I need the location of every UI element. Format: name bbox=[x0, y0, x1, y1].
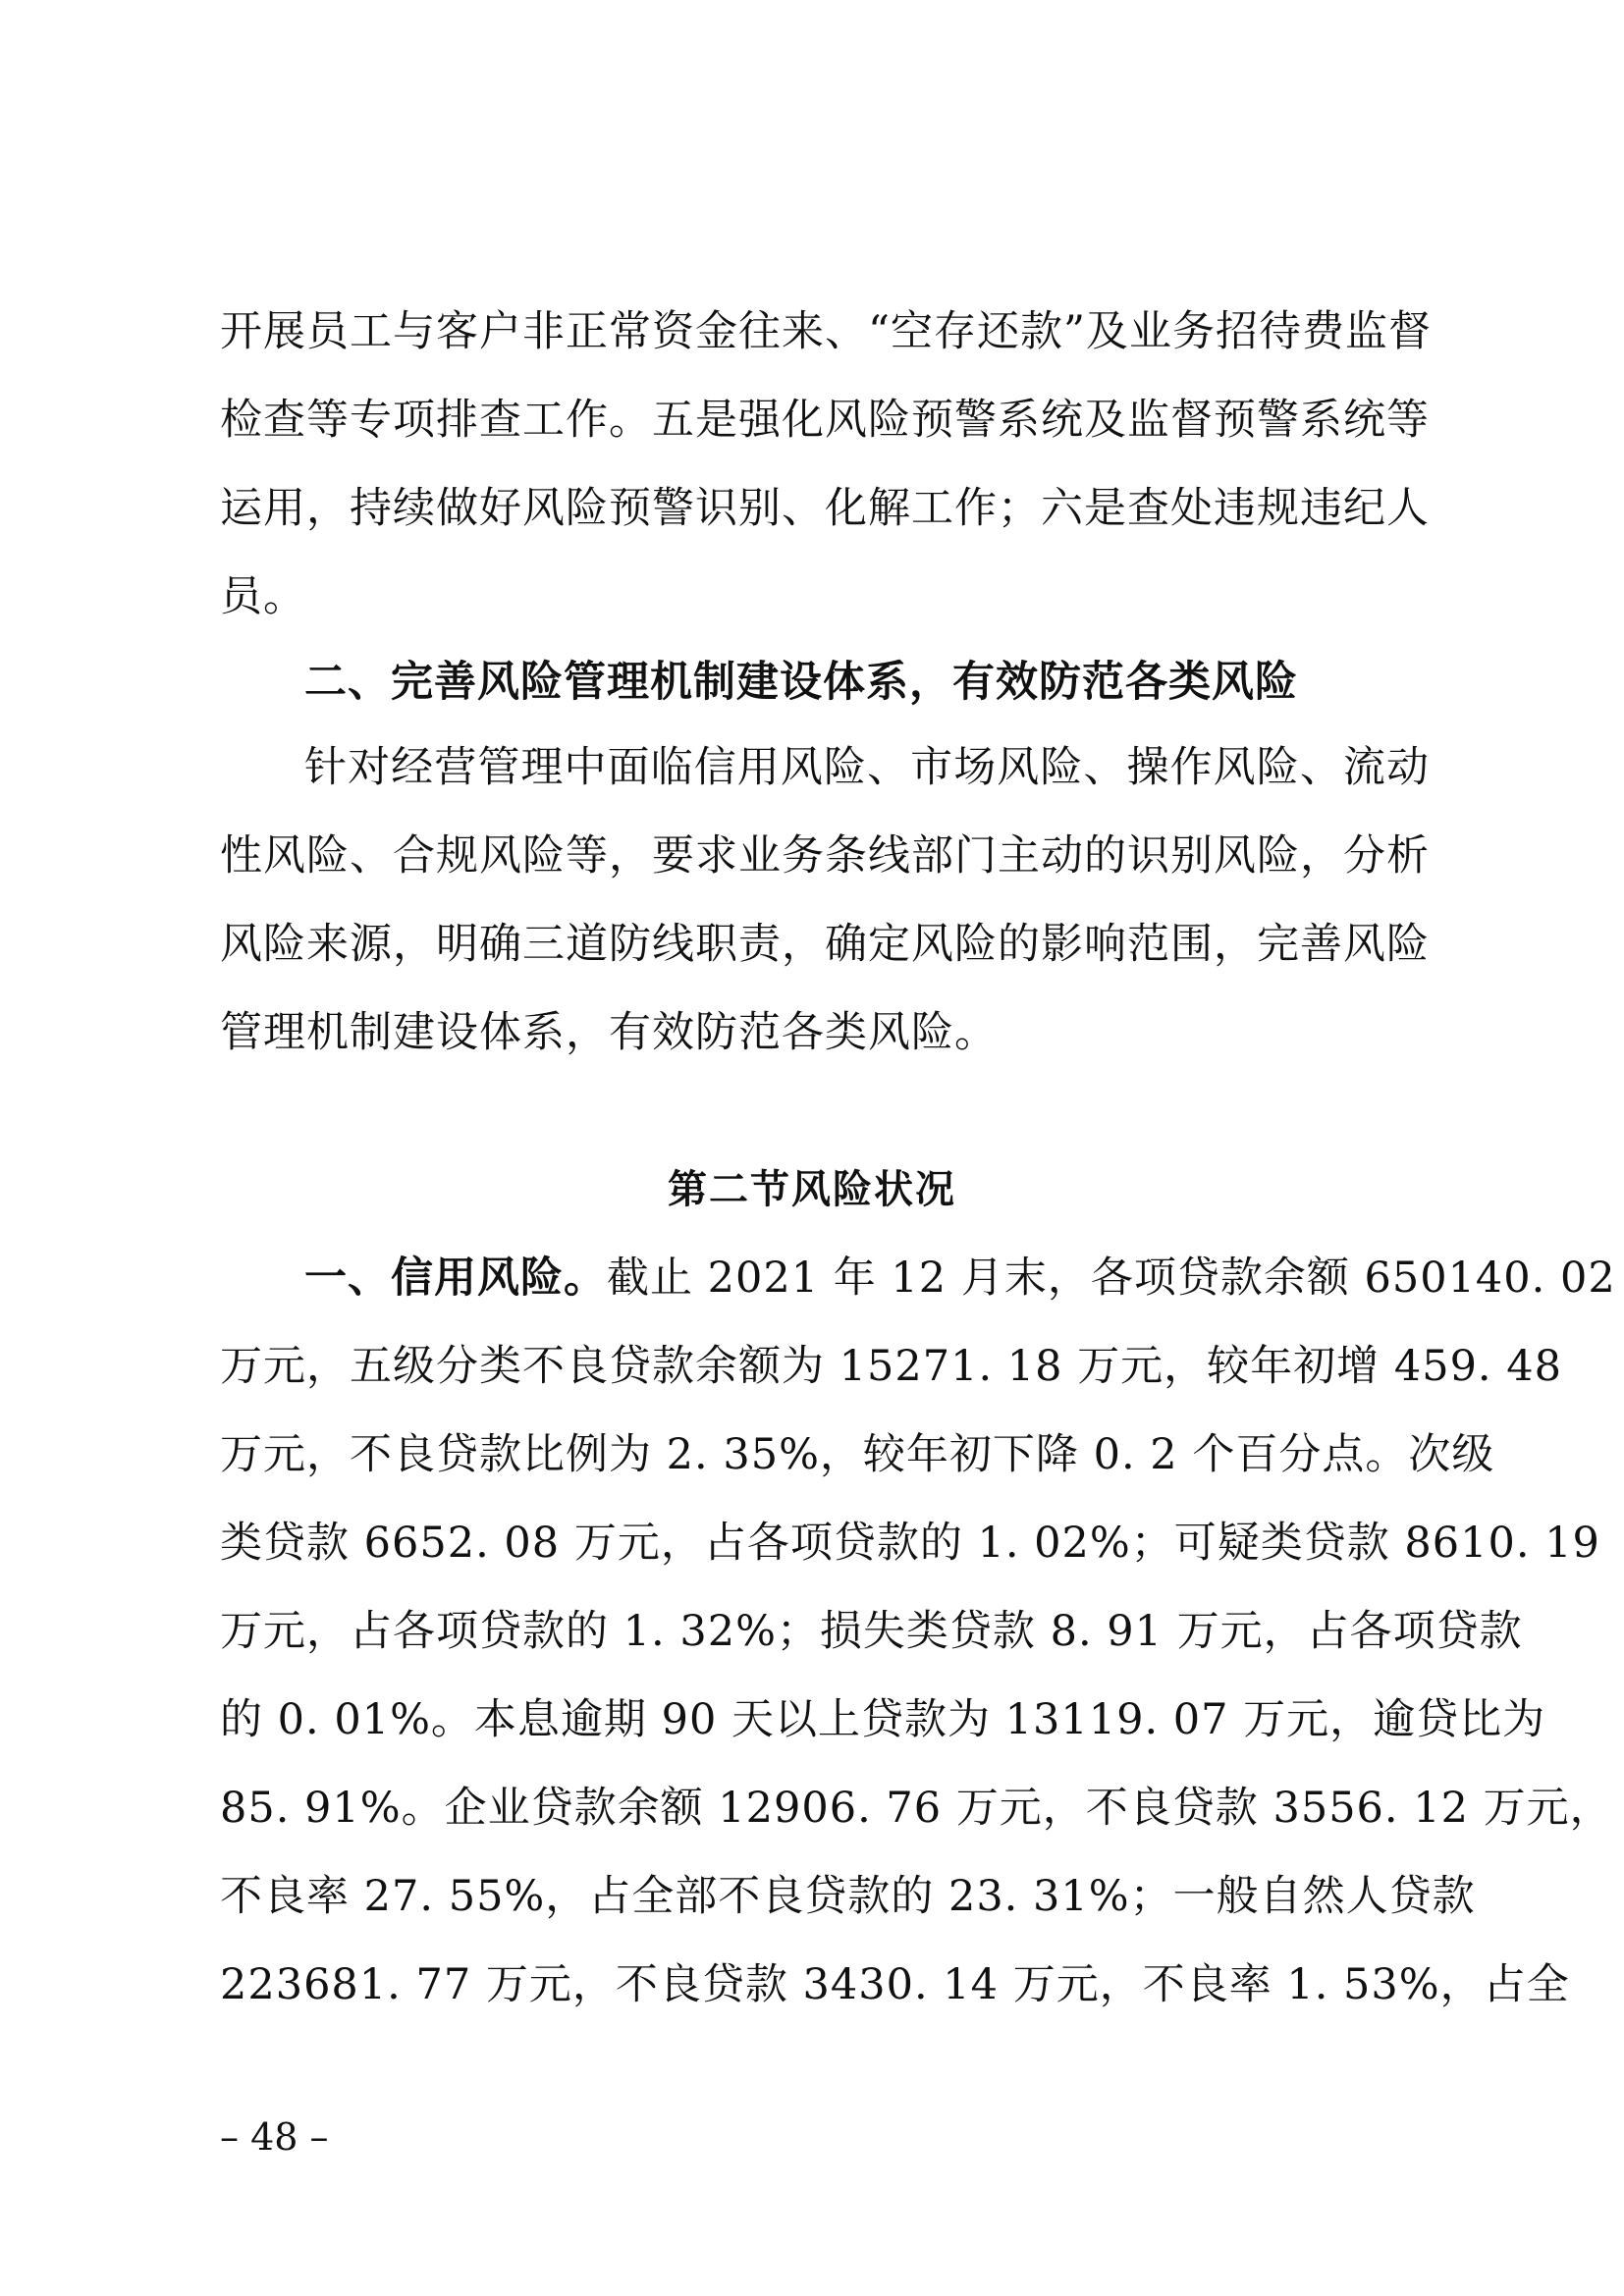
text-line: 85. 91%。企业贷款余额 12906. 76 万元，不良贷款 3556. 12 万元， bbox=[220, 1784, 1613, 1833]
text-line: 运用，持续做好风险预警识别、化解工作；六是查处违规违纪人 bbox=[220, 484, 1430, 533]
text-line: 万元，五级分类不良贷款余额为 15271. 18 万元，较年初增 459. 48 bbox=[220, 1342, 1562, 1391]
page-number: – 48 – bbox=[220, 2115, 329, 2159]
text-line: 223681. 77 万元，不良贷款 3430. 14 万元，不良率 1. 53%，占全 bbox=[220, 1960, 1570, 2009]
text-line: 不良率 27. 55%，占全部不良贷款的 23. 31%；一般自然人贷款 bbox=[220, 1872, 1476, 1921]
text-line: 风险来源，明确三道防线职责，确定风险的影响范围，完善风险 bbox=[220, 920, 1430, 969]
text-line-first bbox=[304, 1249, 1616, 1308]
text-line: 管理机制建设体系，有效防范各类风险。 bbox=[220, 1008, 998, 1057]
text-line: 的 0. 01%。本息逾期 90 天以上贷款为 13119. 07 万元，逾贷比为 bbox=[220, 1695, 1546, 1744]
subsection-heading: 二、完善风险管理机制建设体系，有效防范各类风险 bbox=[304, 658, 1298, 707]
text-line: 性风险、合规风险等，要求业务条线部门主动的识别风险，分析 bbox=[220, 831, 1430, 881]
text-line: 类贷款 6652. 08 万元，占各项贷款的 1. 02%；可疑类贷款 8610. 19 bbox=[220, 1519, 1600, 1568]
section-title: 第二节风险状况 bbox=[668, 1167, 956, 1212]
text-line: 开展员工与客户非正常资金往来、“空存还款”及业务招待费监督 bbox=[220, 307, 1432, 356]
text-line: 员。 bbox=[220, 572, 306, 621]
credit-risk-label: 一、信用风险。 bbox=[304, 1254, 607, 1303]
text-line: 检查等专项排查工作。五是强化风险预警系统及监督预警系统等 bbox=[220, 396, 1430, 445]
text-line: 针对经营管理中面临信用风险、市场风险、操作风险、流动 bbox=[304, 743, 1430, 792]
text-line: 万元，不良贷款比例为 2. 35%，较年初下降 0. 2 个百分点。次级 bbox=[220, 1430, 1495, 1479]
text-line: 万元，占各项贷款的 1. 32%；损失类贷款 8. 91 万元，占各项贷款 bbox=[220, 1607, 1523, 1656]
text-line-rest: 截止 2021 年 12 月末，各项贷款余额 650140. 02 bbox=[607, 1254, 1616, 1303]
